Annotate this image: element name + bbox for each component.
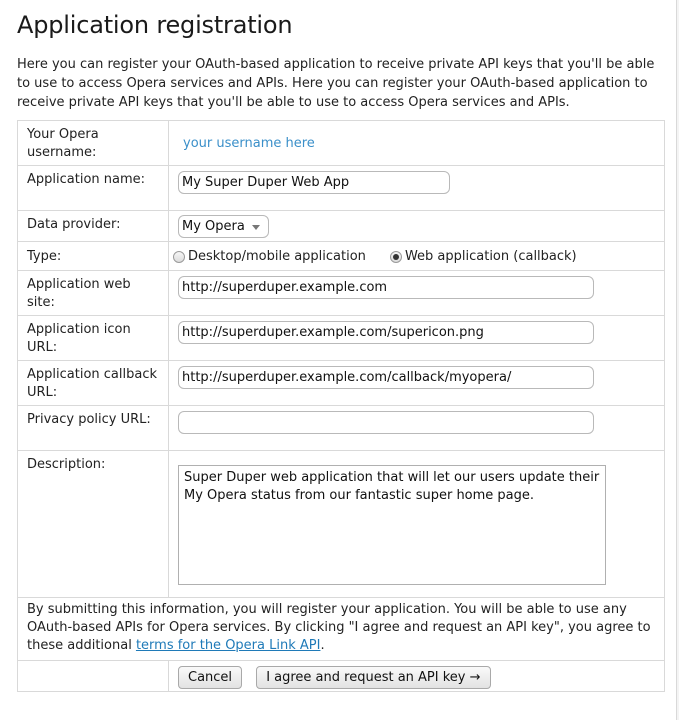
- terms-link[interactable]: terms for the Opera Link API: [135, 638, 321, 653]
- agree-request-api-key-button[interactable]: I agree and request an API key →: [256, 666, 490, 689]
- registration-form: [17, 120, 665, 692]
- row-icon-url: [18, 316, 665, 361]
- row-app-name: [18, 166, 665, 211]
- label-data-provider: Data provider:: [18, 211, 169, 242]
- label-type: Type:: [18, 242, 169, 271]
- radio-checked-icon[interactable]: [390, 251, 402, 263]
- row-actions: [18, 661, 665, 692]
- actions-spacer: [18, 661, 169, 692]
- radio-label-desktop: Desktop/mobile application: [188, 249, 366, 264]
- terms-notice: [18, 598, 665, 661]
- row-callback-url: [18, 361, 665, 406]
- row-data-provider: [18, 211, 665, 242]
- data-provider-selected: My Opera: [182, 219, 245, 234]
- row-username: [18, 121, 665, 166]
- row-type: [18, 242, 665, 271]
- row-notice: [18, 598, 665, 661]
- label-web-site: Application web site:: [18, 271, 169, 316]
- app-name-input[interactable]: My Super Duper Web App: [178, 171, 450, 194]
- privacy-url-input[interactable]: [178, 411, 594, 434]
- row-privacy-url: [18, 406, 665, 451]
- notice-text-end: .: [320, 638, 325, 653]
- label-callback-url: Application callback URL:: [18, 361, 169, 406]
- notice-text: By submitting this information, you will register your application. You will be able to use any OAuth-based APIs for Opera services. By clicking "I agree and request an API key", you agree to these additional: [27, 602, 651, 653]
- data-provider-select[interactable]: [178, 215, 269, 238]
- label-app-name: Application name:: [18, 166, 169, 211]
- label-username: Your Opera username:: [18, 121, 169, 166]
- radio-unchecked-icon[interactable]: [173, 251, 185, 263]
- label-privacy-url: Privacy policy URL:: [18, 406, 169, 451]
- icon-url-input[interactable]: http://superduper.example.com/supericon.png: [178, 321, 594, 344]
- chevron-down-icon: [252, 225, 260, 230]
- callback-url-input[interactable]: http://superduper.example.com/callback/myopera/: [178, 366, 594, 389]
- radio-option-web[interactable]: [390, 248, 577, 266]
- cancel-button[interactable]: Cancel: [178, 666, 242, 689]
- description-textarea[interactable]: Super Duper web application that will let our users update their My Opera status from our fantastic super home page.: [178, 465, 606, 585]
- username-value: your username here: [183, 136, 315, 151]
- row-description: [18, 451, 665, 598]
- label-icon-url: Application icon URL:: [18, 316, 169, 361]
- radio-option-desktop[interactable]: [173, 248, 366, 266]
- web-site-input[interactable]: http://superduper.example.com: [178, 276, 594, 299]
- intro-paragraph: Here you can register your OAuth-based application to receive private API keys that you'll be able to use to access Opera services and APIs. Here you can register your OAuth-based application to receive private API keys that you'll be able to use to access Opera services and APIs.: [17, 57, 655, 110]
- page-title: Application registration: [17, 11, 293, 39]
- row-web-site: [18, 271, 665, 316]
- label-description: Description:: [18, 451, 169, 598]
- radio-label-web: Web application (callback): [404, 249, 577, 264]
